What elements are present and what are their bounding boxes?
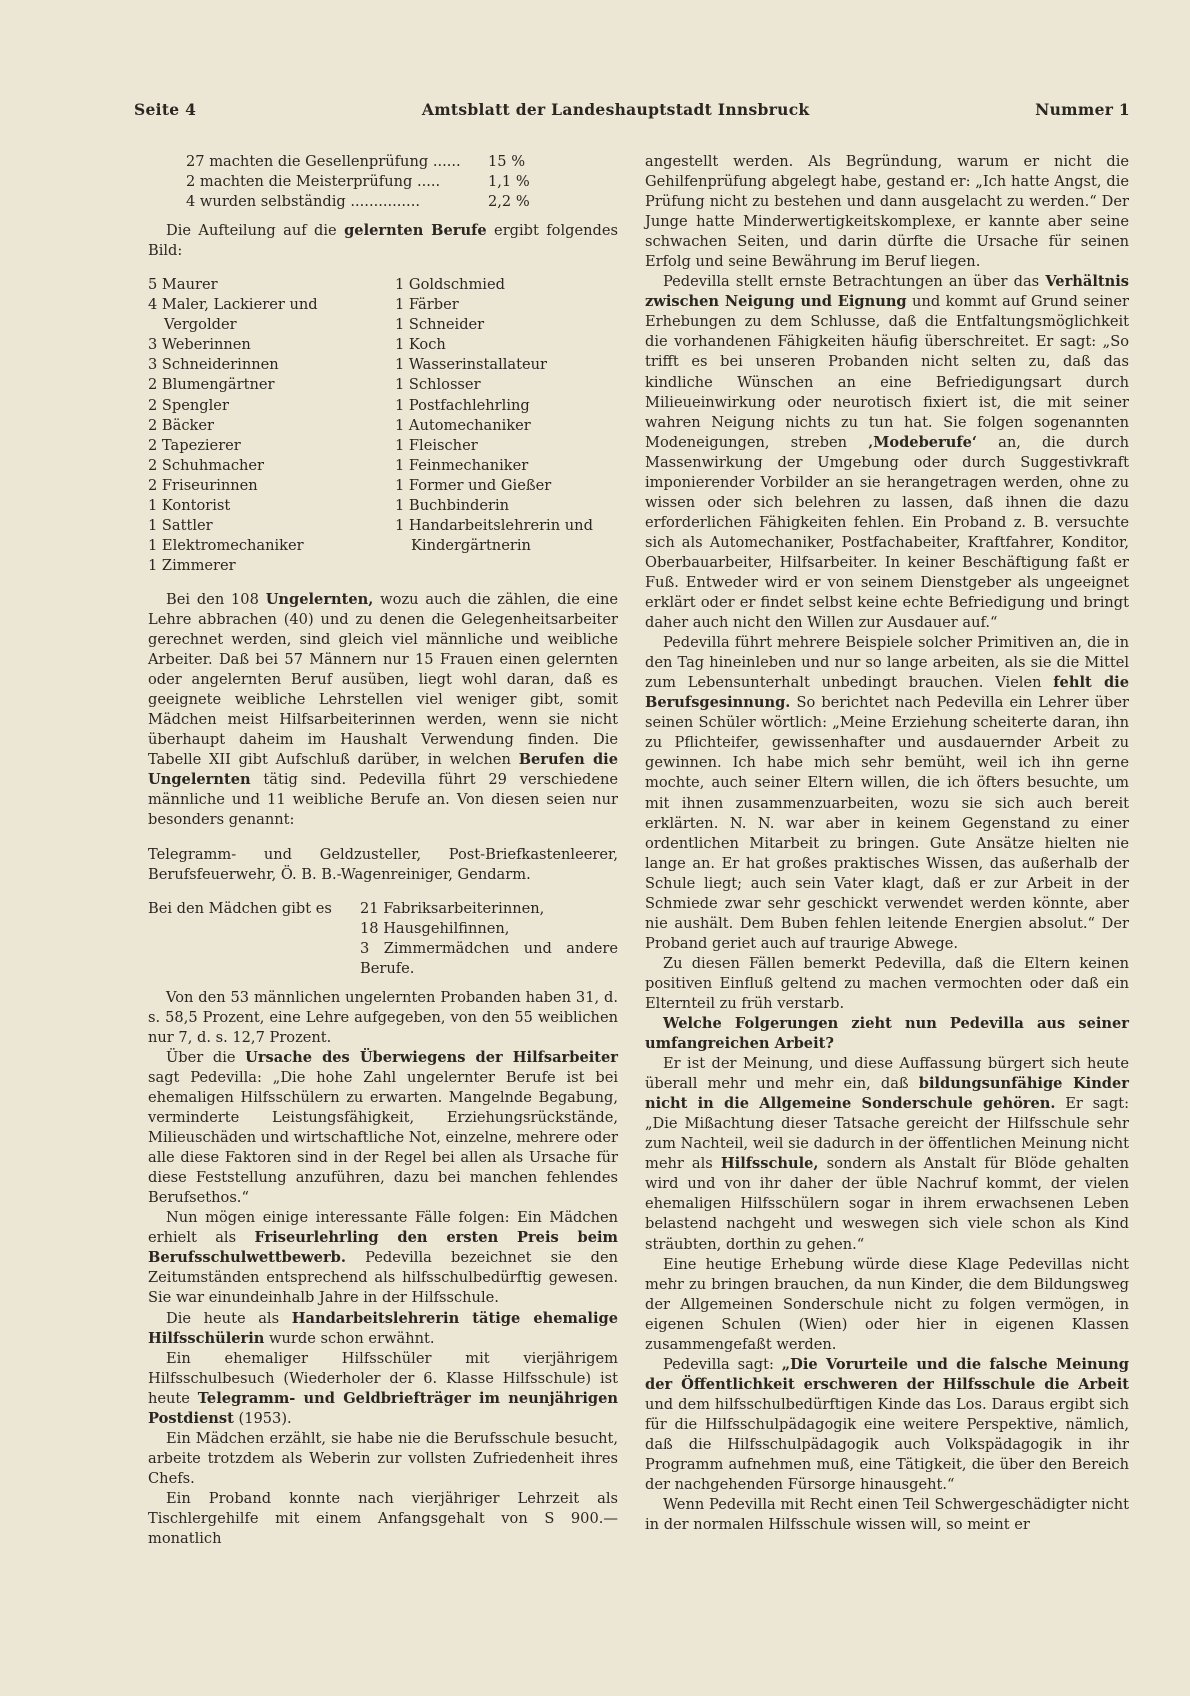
job-item: 1 Goldschmied bbox=[395, 276, 505, 294]
paragraph-ungelernte: Bei den 108 Ungelernten, wozu auch die zählen, die eine Lehre abbrachen (40) und zu denen die Gelegenheitsarbeiter gerechnet werden, sind gleich viel männliche und weibliche Arbeiter. Daß bei 57 Männern nur 15 Frauen einen gelernten oder angelernten Beruf ausüben, liegt wohl daran, daß es geeignete weibliche Lehrstellen viel weniger gibt, somit Mädchen meist Hilfsarbeiterinnen werden, wenn sie nicht überhaupt daheim im Haushalt Verwendung finden. Die Tabelle XII gibt Aufschluß darüber, in welchen Berufen die Ungelernten tätig sind. Pedevilla führt 29 verschiedene männliche und 11 weibliche Berufe an. Von diesen seien nur besonders genannt: bbox=[148, 590, 618, 829]
paragraph-ursache: Über die Ursache des Überwiegens der Hilfsarbeiter sagt Pedevilla: „Die hohe Zahl ungelernter Berufe ist bei ehemaligen Hilfsschülern zu erwarten. Mangelnde Begabung, verminderte Leistungsfähigkeit, Erziehungsrückstände, Milieuschäden und wirtschaftliche Not, einzelne, mehrere oder alle diese Faktoren sind in der Regel bei allen als Ursache für diese Feststellung anzuführen, dazu bei manchen fehlendes Berufsethos.“ bbox=[148, 1048, 618, 1207]
job-item: 1 Kontorist bbox=[148, 496, 231, 514]
paragraph-r1: angestellt werden. Als Begründung, warum er nicht die Gehilfenprüfung abgelegt habe, gestand er: „Ich hatte Angst, die Prüfung nicht zu bestehen und dann ausgelacht zu werden.“ Der Junge hatte Minderwertigkeitskomplexe, er kannte aber seine schwachen Seiten, und darin dürfte die Ursache für seinen Erfolg und seine Bewährung im Beruf liegen. bbox=[645, 153, 1129, 271]
page-number: Seite 4 bbox=[134, 100, 197, 119]
job-item: 1 Schlosser bbox=[395, 376, 481, 394]
paragraph-ehemaliger: Ein ehemaliger Hilfsschüler mit vierjährigem Hilfsschulbesuch (Wiederholer der 6. Klasse Hilfsschule) ist heute Telegramm- und Geldbriefträger im neunjährigen Postdienst (1953). bbox=[148, 1349, 618, 1427]
job-item: 5 Maurer bbox=[148, 276, 218, 294]
job-item: 1 Koch bbox=[395, 336, 446, 354]
paragraph-r2: Pedevilla stellt ernste Betrachtungen an über das Verhältnis zwischen Neigung und Eignung und kommt auf Grund seiner Erhebungen zu dem Schlusse, daß die Entfaltungsmöglichkeit die vorhandenen Fähigkeiten häufig überschreitet. Er sagt: „So trifft es bei unseren Probanden nicht selten zu, daß das kindliche Wünschen an eine Befriedigungsart durch Milieueinwirkung oder neurotisch fixiert ist, die mit seiner wahren Neigung nichts zu tun hat. Sie folgen sogenannten Modeneigungen, streben ‚Modeberufe‘ an, die durch Massenwirkung der Umgebung oder durch Suggestivkraft imponierender Vorbilder an sie herangetragen werden, ohne zu wissen oder sich belehren zu lassen, daß ihnen die dazu erforderlichen Fähigkeiten fehlen. Ein Proband z. B. versuchte sich als Automechaniker, Postfachabeiter, Kraftfahrer, Konditor, Oberbauarbeiter, Hilfsarbeiter. In keiner Beschäftigung faßt er Fuß. Entweder wird er von seinem Dienstgeber als ungeeignet erklärt oder er findet selbst keine echte Befriedigung und bringt daher auch nicht den Willen zur Ausdauer auf.“ bbox=[645, 273, 1129, 632]
job-item: 2 Spengler bbox=[148, 396, 229, 414]
paragraph-r5-heading: Welche Folgerungen zieht nun Pedevilla aus seiner umfangreichen Arbeit? bbox=[645, 1015, 1129, 1053]
trained-jobs-list bbox=[148, 275, 618, 576]
job-item: 3 Schneiderinnen bbox=[148, 356, 279, 374]
job-item: Vergolder bbox=[164, 316, 237, 334]
job-item: 2 Friseurinnen bbox=[148, 476, 258, 494]
paragraph-r6: Er ist der Meinung, und diese Auffassung bürgert sich heute überall mehr und mehr ein, daß bildungsunfähige Kinder nicht in die Allgemeine Sonderschule gehören. Er sagt: „Die Mißachtung dieser Tatsache gereicht der Hilfsschule sehr zum Nachteil, weil sie dadurch in der öffentlichen Meinung nicht mehr als Hilfsschule, sondern als Anstalt für Blöde gehalten wird und von ihr daher der üble Nachruf kommt, der vielen ehemaligen Hilfsschülern sogar in ihrem erwachsenen Leben belastend nachgeht und weswegen sich viele schon als Kind sträubten, dorthin zu gehen.“ bbox=[645, 1055, 1129, 1253]
paragraph-r3: Pedevilla führt mehrere Beispiele solcher Primitiven an, die in den Tag hineinleben und nur so lange arbeiten, als sie die Mittel zum Lebensunterhalt unbedingt brauchen. Vielen fehlt die Berufsgesinnung. So berichtet nach Pedevilla ein Lehrer über seinen Schüler wörtlich: „Meine Erziehung scheiterte daran, ihn zu Pflichteifer, gewissenhafter und ausdauernder Arbeit zu gewinnen. Ich habe mich sehr bemüht, weil ich ihn gerne mochte, auch seiner Eltern willen, die ich öfters besuchte, um mit ihnen zusammenzuarbeiten, wozu sie sich auch bereit erklärten. N. N. war aber in keinem Gegenstand zu einer ordentlichen Mitarbeit zu bringen. Gute Ansätze hielten nie lange an. Er hat großes praktisches Wissen, das außerhalb der Schule liegt; auch sein Vater klagt, daß er zur Arbeit in der Schmiede zwar sehr geschickt verwendet werden könnte, aber nie aushält. Dem Buben fehlen leitende Energien absolut.“ Der Proband geriet auch auf traurige Abwege. bbox=[645, 634, 1129, 952]
issue-number: Nummer 1 bbox=[1035, 100, 1130, 119]
stat-row: 27 machten die Gesellenprüfung ...... 15 % bbox=[186, 153, 526, 170]
paragraph-53: Von den 53 männlichen ungelernten Probanden haben 31, d. s. 58,5 Prozent, eine Lehre aufgegeben, von den 55 weiblichen nur 7, d. s. 12,7 Prozent. bbox=[148, 988, 618, 1046]
job-item: 1 Wasserinstallateur bbox=[395, 356, 547, 374]
stat-row: 4 wurden selbständig ............... 2,2 % bbox=[186, 193, 530, 211]
job-item: 1 Schneider bbox=[395, 316, 485, 334]
page-header bbox=[134, 100, 1130, 119]
paragraph-proband: Ein Proband konnte nach vierjähriger Lehrzeit als Tischlergehilfe mit einem Anfangsgehalt von S 900.— monatlich bbox=[148, 1489, 618, 1548]
right-column bbox=[645, 152, 1129, 1535]
job-item: 1 Färber bbox=[395, 296, 459, 314]
job-item: 1 Automechaniker bbox=[395, 416, 531, 434]
paragraph-handarbeit: Die heute als Handarbeitslehrerin tätige ehemalige Hilfsschülerin wurde schon erwähnt. bbox=[148, 1309, 618, 1347]
maedchen-list: Bei den Mädchen gibt es 21 Fabriksarbeiterinnen, 18 Hausgehilfinnen, 3 Zimmermädchen und andere Berufe. bbox=[148, 899, 618, 977]
publication-title: Amtsblatt der Landeshauptstadt Innsbruck bbox=[421, 100, 810, 119]
job-item: 1 Zimmerer bbox=[148, 556, 236, 574]
job-item: 2 Blumengärtner bbox=[148, 376, 275, 394]
paragraph-r7: Eine heutige Erhebung würde diese Klage Pedevillas nicht mehr zu bringen brauchen, da nun Kinder, die dem Bildungsweg der Allgemeinen Sonderschule nicht zu folgen vermögen, in eigenen Schulen (Wien) oder hier in eigenen Klassen zusammengefaßt werden. bbox=[645, 1255, 1129, 1353]
left-column bbox=[148, 152, 618, 1549]
job-item: 1 Handarbeitslehrerin und bbox=[395, 516, 593, 534]
paragraph-faelle: Nun mögen einige interessante Fälle folgen: Ein Mädchen erhielt als Friseurlehrling den ersten Preis beim Berufsschulwettbewerb. Pedevilla bezeichnet sie den Zeitumständen entsprechend als hilfsschulbedürftig gewesen. Sie war einundeinhalb Jahre in der Hilfsschule. bbox=[148, 1209, 618, 1307]
paragraph-r9: Wenn Pedevilla mit Recht einen Teil Schwergeschädigter nicht in der normalen Hilfsschule wissen will, so meint er bbox=[645, 1496, 1129, 1534]
paragraph-intro: Die Aufteilung auf die gelernten Berufe ergibt folgendes Bild: bbox=[148, 222, 618, 260]
job-item: 4 Maler, Lackierer und bbox=[148, 296, 318, 314]
paragraph-r4: Zu diesen Fällen bemerkt Pedevilla, daß die Eltern keinen positiven Einfluß geltend zu machen vermochten oder daß ein Elternteil zu früh verstarb. bbox=[645, 954, 1129, 1012]
job-item: 1 Sattler bbox=[148, 516, 213, 534]
job-item: 1 Former und Gießer bbox=[395, 476, 552, 494]
job-item: 1 Elektromechaniker bbox=[148, 536, 304, 554]
stat-row: 2 machten die Meisterprüfung ..... 1,1 % bbox=[186, 173, 530, 191]
paragraph-maedchen: Ein Mädchen erzählt, sie habe nie die Berufsschule besucht, arbeite trotzdem als Weberin zur vollsten Zufriedenheit ihres Chefs. bbox=[148, 1429, 618, 1487]
job-item: 1 Buchbinderin bbox=[395, 496, 510, 514]
job-item: 2 Tapezierer bbox=[148, 436, 241, 454]
job-item: 3 Weberinnen bbox=[148, 336, 251, 354]
paragraph-r8: Pedevilla sagt: „Die Vorurteile und die falsche Meinung der Öffentlichkeit erschweren der Hilfsschule die Arbeit und dem hilfsschulbedürftigen Kinde das Los. Daraus ergibt sich für die Hilfsschulpädagogik eine weitere Perspektive, nämlich, daß die Hilfsschulpädagogik auch Volkspädagogik in ihr Programm aufnehmen muß, eine Tätigkeit, die über den Bereich der nachgehenden Fürsorge hinausgeht.“ bbox=[645, 1355, 1129, 1494]
jobs-column-a bbox=[148, 275, 395, 576]
job-item: 1 Fleischer bbox=[395, 436, 478, 454]
job-item: 2 Bäcker bbox=[148, 416, 214, 434]
jobs-column-b bbox=[395, 275, 618, 576]
job-item: 1 Postfachlehrling bbox=[395, 396, 530, 414]
job-item: 2 Schuhmacher bbox=[148, 456, 265, 474]
job-item: Kindergärtnerin bbox=[411, 536, 531, 554]
paragraph-jobs-inline: Telegramm- und Geldzusteller, Post-Briefkastenleerer, Berufsfeuerwehr, Ö. B. B.-Wagenreiniger, Gendarm. bbox=[148, 845, 618, 883]
job-item: 1 Feinmechaniker bbox=[395, 456, 529, 474]
